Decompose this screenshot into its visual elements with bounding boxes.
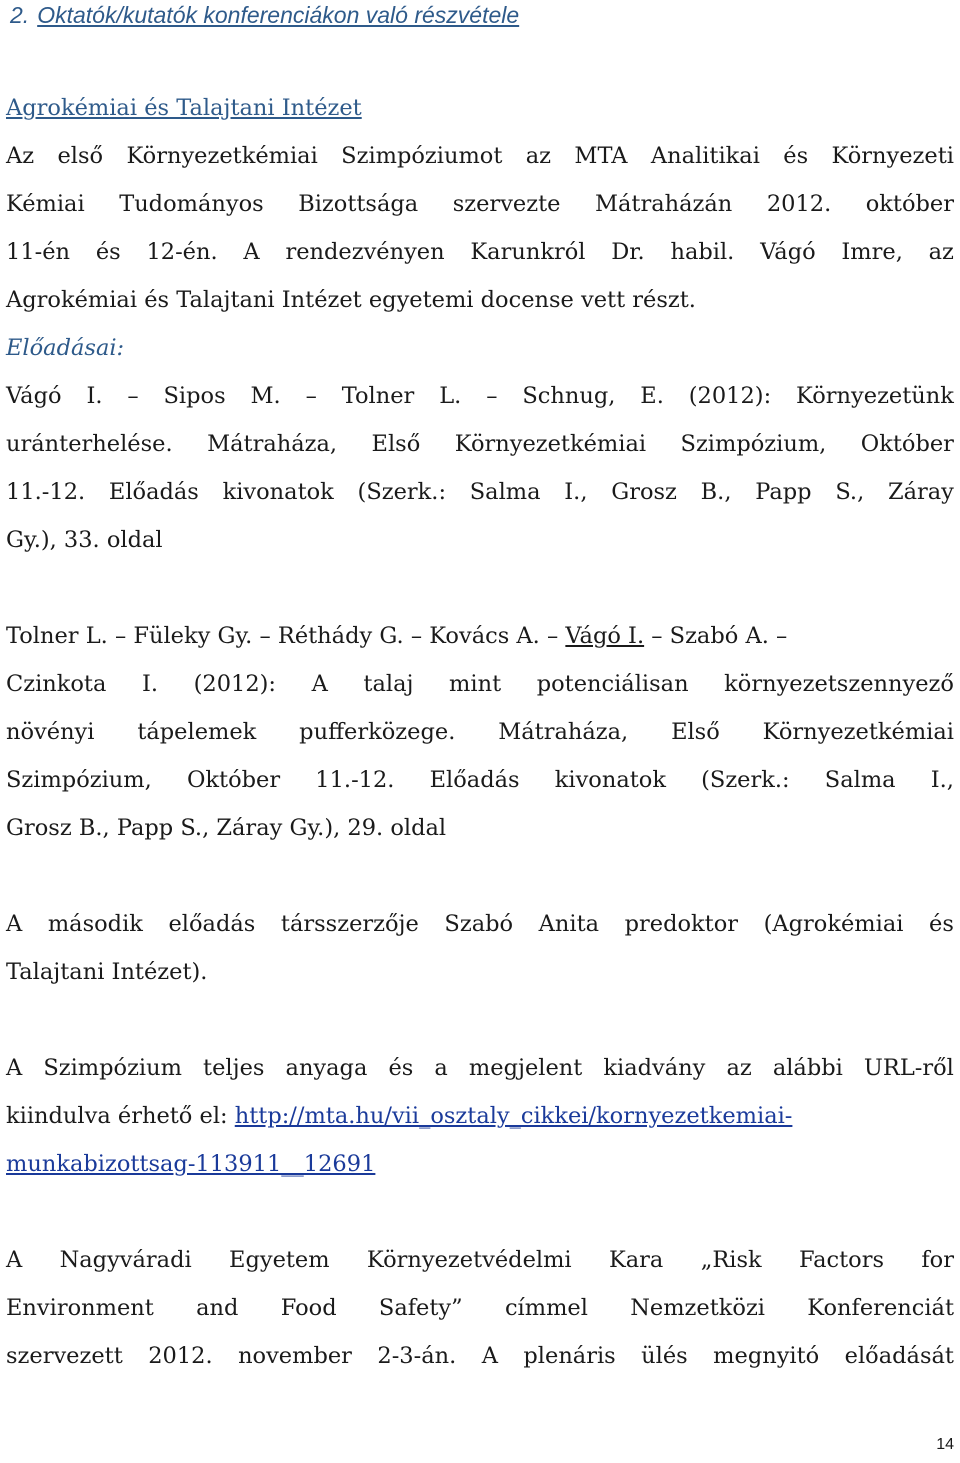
word: Szimpóziumot — [341, 143, 503, 169]
word: Előadás — [108, 479, 199, 505]
word: előadás — [168, 911, 256, 937]
word: alábbi — [772, 1055, 843, 1081]
ref1-line — [6, 477, 954, 507]
word: Anita — [538, 911, 600, 937]
word: – — [127, 383, 139, 409]
word: A — [6, 911, 23, 937]
word: L. — [439, 383, 462, 409]
page-number: 14 — [936, 1436, 954, 1453]
word: A — [243, 239, 260, 265]
word: I., — [930, 767, 954, 793]
word: és — [929, 911, 954, 937]
lectures-label: Előadásai: — [6, 335, 125, 361]
word: megjelent — [468, 1055, 583, 1081]
word: anyaga — [285, 1055, 368, 1081]
word: Salma — [824, 767, 896, 793]
institute-heading: Agrokémiai és Talajtani Intézet — [6, 95, 362, 121]
word: Szimpózium — [43, 1055, 182, 1081]
word: ülés — [641, 1343, 688, 1369]
word: E. — [640, 383, 664, 409]
word: Analitikai — [650, 143, 760, 169]
word: talaj — [363, 671, 414, 697]
word: 2012. — [766, 191, 832, 217]
word: A — [6, 1247, 23, 1273]
word: I. — [86, 383, 103, 409]
word: Első — [371, 431, 421, 457]
word: uránterhelése. — [6, 431, 173, 457]
para4-line — [6, 1341, 954, 1371]
word: tápelemek — [137, 719, 257, 745]
word: 11.-12. — [6, 479, 86, 505]
word: megnyitó — [713, 1343, 820, 1369]
word: társszerzője — [280, 911, 419, 937]
word: szervezett — [6, 1343, 123, 1369]
section-number: 2. — [10, 2, 30, 28]
word: címmel — [504, 1295, 588, 1321]
ref2-line — [6, 669, 954, 699]
word: Karunkról — [470, 239, 586, 265]
ref2-line — [6, 765, 954, 795]
word: Környezetvédelmi — [366, 1247, 572, 1273]
word: – — [486, 383, 498, 409]
para1-line — [6, 237, 954, 267]
word: Tudományos — [119, 191, 264, 217]
word: második — [47, 911, 143, 937]
word: Schnug, — [522, 383, 616, 409]
word: predoktor — [624, 911, 739, 937]
word: előadását — [844, 1343, 954, 1369]
para3-prefix: kiindulva érhető el: — [6, 1103, 235, 1129]
word: (2012): — [688, 383, 772, 409]
word: MTA — [574, 143, 628, 169]
word: Salma — [469, 479, 541, 505]
word: – — [305, 383, 317, 409]
word: kiadvány — [603, 1055, 706, 1081]
word: Mátraháza, — [498, 719, 629, 745]
word: habil. — [670, 239, 735, 265]
word: Nemzetközi — [630, 1295, 765, 1321]
word: Papp — [755, 479, 812, 505]
word: teljes — [203, 1055, 265, 1081]
word: Vágó — [760, 239, 816, 265]
word: Környezetkémiai — [762, 719, 954, 745]
word: rendezvényen — [285, 239, 445, 265]
word: Szimpózium, — [680, 431, 827, 457]
word: 2-3-án. — [377, 1343, 457, 1369]
para3-url-line — [6, 1101, 954, 1131]
ref1-line: Gy.), 33. oldal — [6, 527, 163, 553]
word: Záray — [887, 479, 954, 505]
word: S., — [835, 479, 865, 505]
ref1-line — [6, 429, 954, 459]
word: Czinkota — [6, 671, 107, 697]
ref1-line — [6, 381, 954, 411]
word: Október — [186, 767, 281, 793]
word: Imre, — [841, 239, 903, 265]
word: 2012. — [148, 1343, 213, 1369]
word: az — [726, 1055, 752, 1081]
word: és — [388, 1055, 414, 1081]
word: és — [783, 143, 809, 169]
ref2-line — [6, 717, 954, 747]
para3-url-line2 — [6, 1149, 954, 1179]
word: Safety” — [378, 1295, 463, 1321]
word: környezetszennyező — [724, 671, 954, 697]
word: Első — [671, 719, 720, 745]
word: Konferenciát — [807, 1295, 954, 1321]
word: Vágó — [6, 383, 62, 409]
ref2-author-vago: Vágó I. — [565, 623, 645, 649]
word: M. — [250, 383, 281, 409]
word: Sipos — [163, 383, 226, 409]
symposium-url-link-cont[interactable]: munkabizottsag-113911__12691 — [6, 1151, 376, 1177]
word: 12-én. — [146, 239, 218, 265]
word: Environment — [6, 1295, 154, 1321]
section-heading — [10, 0, 954, 30]
word: plenáris — [523, 1343, 616, 1369]
word: Október — [860, 431, 954, 457]
word: „Risk — [700, 1247, 762, 1273]
word: Szimpózium, — [6, 767, 152, 793]
word: Dr. — [611, 239, 645, 265]
word: (Agrokémiai — [763, 911, 904, 937]
word: I. — [141, 671, 159, 697]
word: és — [95, 239, 121, 265]
word: első — [57, 143, 104, 169]
para1-line — [6, 141, 954, 171]
word: Bizottsága — [298, 191, 419, 217]
word: (Szerk.: — [357, 479, 447, 505]
word: and — [196, 1295, 239, 1321]
word: (2012): — [193, 671, 277, 697]
word: 11.-12. — [315, 767, 395, 793]
word: november — [238, 1343, 352, 1369]
word: potenciálisan — [536, 671, 689, 697]
word: I., — [564, 479, 588, 505]
ref2-authors-line — [6, 621, 954, 651]
word: Food — [280, 1295, 337, 1321]
word: Grosz — [611, 479, 677, 505]
ref2-authors-b: – Szabó A. – — [644, 623, 788, 649]
para3-line — [6, 1053, 954, 1083]
word: for — [921, 1247, 954, 1273]
word: 11-én — [6, 239, 71, 265]
word: (Szerk.: — [701, 767, 790, 793]
word: Nagyváradi — [59, 1247, 192, 1273]
word: Az — [6, 143, 35, 169]
word: Mátraházán — [594, 191, 733, 217]
word: Szabó — [444, 911, 514, 937]
word: A — [481, 1343, 498, 1369]
word: B., — [700, 479, 732, 505]
word: szervezte — [452, 191, 561, 217]
ref2-line: Grosz B., Papp S., Záray Gy.), 29. oldal — [6, 815, 447, 841]
word: Egyetem — [229, 1247, 330, 1273]
section-title: Oktatók/kutatók konferenciákon való részvétele — [37, 2, 520, 28]
word: Környezetkémiai — [454, 431, 647, 457]
word: A — [311, 671, 328, 697]
symposium-url-link[interactable]: http://mta.hu/vii_osztaly_cikkei/kornyezetkemiai- — [234, 1103, 793, 1129]
para4-line — [6, 1293, 954, 1323]
word: Tolner — [341, 383, 415, 409]
word: az — [525, 143, 552, 169]
para1-line: Agrokémiai és Talajtani Intézet egyetemi docense vett részt. — [6, 287, 696, 313]
word: kivonatok — [222, 479, 334, 505]
word: Factors — [799, 1247, 884, 1273]
word: Környezetünk — [796, 383, 954, 409]
para2-line: Talajtani Intézet). — [6, 959, 208, 985]
word: Környezetkémiai — [126, 143, 318, 169]
para1-line — [6, 189, 954, 219]
word: Kara — [608, 1247, 664, 1273]
word: Kémiai — [6, 191, 85, 217]
para2-line — [6, 909, 954, 939]
word: pufferközege. — [299, 719, 456, 745]
word: Mátraháza, — [207, 431, 338, 457]
ref2-authors-a: Tolner L. – Füleky Gy. – Réthády G. – Kovács A. – — [6, 623, 566, 649]
word: kivonatok — [554, 767, 666, 793]
word: Előadás — [429, 767, 520, 793]
word: mint — [449, 671, 502, 697]
word: az — [928, 239, 954, 265]
word: a — [434, 1055, 448, 1081]
para4-line — [6, 1245, 954, 1275]
word: Környezeti — [831, 143, 954, 169]
word: A — [6, 1055, 23, 1081]
word: október — [865, 191, 954, 217]
word: növényi — [6, 719, 95, 745]
word: URL-ről — [863, 1055, 954, 1081]
